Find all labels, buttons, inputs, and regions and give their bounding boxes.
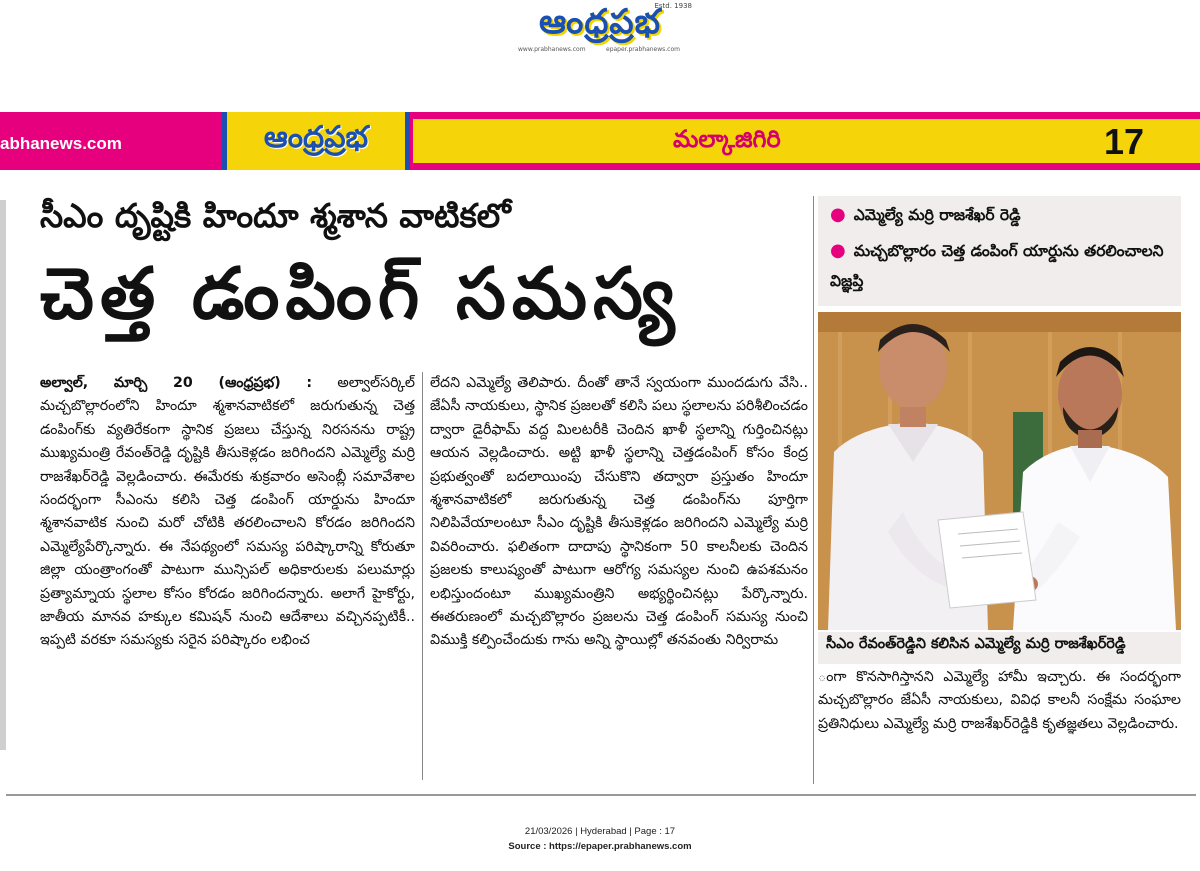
article-column-1 — [40, 372, 415, 782]
news-photo-illustration — [818, 312, 1181, 630]
page-number: 17 — [1104, 121, 1145, 162]
footer-edition-info: 21/03/2026 | Hyderabad | Page : 17 — [524, 826, 676, 837]
headline-kicker: సీఎం దృష్టికి హిందూ శ్మశాన వాటికలో — [40, 196, 511, 235]
page-header-band — [0, 112, 1200, 170]
masthead-established: Estd. 1938 — [654, 2, 692, 10]
masthead-logo — [500, 2, 700, 53]
page-number-box — [1088, 119, 1200, 163]
masthead-url-left: www.prabhanews.com — [518, 46, 586, 53]
article-dateline: అల్వాల్, మార్చి 20 (ఆంధ్రప్రభ) : — [40, 375, 313, 391]
masthead-url-right: epaper.prabhanews.com — [606, 46, 680, 53]
highlight-text: ఎమ్మెల్యే మర్రి రాజశేఖర్ రెడ్డి — [853, 206, 1021, 224]
bullet-icon: ● — [830, 240, 846, 261]
masthead-logo-text: ఆంధ్రప్రభ — [538, 2, 662, 42]
band-logo-text: ఆంధ్రప్రభ — [263, 120, 369, 155]
news-photo — [818, 312, 1181, 630]
headline-main: చెత్త డంపింగ్ సమస్య — [40, 252, 681, 335]
photo-caption-box — [818, 632, 1181, 664]
photo-caption: సీఎం రేవంత్‌రెడ్డిని కలిసిన ఎమ్మెల్యే మర్రి రాజశేఖర్‌రెడ్డి — [826, 636, 1126, 652]
adjacent-column-edge — [0, 200, 6, 750]
column-divider — [422, 372, 423, 780]
footer-source-link[interactable]: Source : https://epaper.prabhanews.com — [508, 841, 692, 852]
band-logo — [222, 112, 410, 170]
highlight-text: మచ్చబొల్లారం చెత్త డంపింగ్ యార్డును తరలించాలని విజ్ఞప్తి — [830, 242, 1164, 290]
highlight-item — [830, 236, 1175, 296]
district-label-box — [413, 119, 1088, 163]
article-column-3 — [818, 666, 1181, 784]
article-column-1-text: అల్వాల్‌సర్కిల్ మచ్చబొల్లారంలోని హిందూ శ్మశానవాటికలో జరుగుతున్న చెత్త డంపింగ్‌కు వ్యతిరేకంగా స్థానిక ప్రజలు చేస్తున్న నిరసనను రాష్ట్ర ముఖ్యమంత్రి రేవంత్‌రెడ్డి దృష్టికి తీసుకెళ్లడం జరిగిందని ఎమ్మెల్యే మర్రి రాజశేఖర్‌రెడ్డి వెల్లడించారు. ఈమేరకు శుక్రవారం అసెంబ్లీ సమావేశాల సందర్భంగా సీఎంను కలిసి చెత్త డంపింగ్ యార్డును హిందూ శ్మశానవాటిక నుంచి మరో చోటికి తరలించాలని కోరడం జరిగిందని ఎమ్మెల్యేపేర్కొన్నారు. ఈ నేపథ్యంలో సమస్య పరిష్కారాన్ని కోరుతూ జిల్లా యంత్రాంగంతో పాటుగా మున్సిపల్ అధికారులకు పలుమార్లు ప్రత్యామ్నాయ స్థలాల కోసం కోరడం జరిగిందన్నారు. అలాగే హైకోర్టు, జాతీయ మానవ హక్కుల కమిషన్ నుంచి ఆదేశాలు వచ్చినప్పటికీ.. ఇప్పటి వరకూ సమస్యకు సరైన పరిష్కారం లభించ — [40, 375, 415, 649]
article-column-2 — [430, 372, 808, 782]
district-name: మల్కాజిగిరి — [673, 125, 781, 153]
site-url: abhanews.com — [0, 134, 122, 153]
highlights-box — [818, 196, 1181, 306]
highlight-item — [830, 200, 1021, 230]
article-column-2-text: లేదని ఎమ్మెల్యే తెలిపారు. దీంతో తానే స్వయంగా ముందడుగు వేసి.. జేఏసీ నాయకులు, స్థానిక ప్రజలతో కలిసి పలు స్థలాలను పరిశీలించడం ద్వారా డైరీఫామ్ వద్ద మిలటరీకి చెందిన ఖాళీ స్థలాన్ని గుర్తించినట్లు ఆయన వెల్లడించారు. అట్టి ఖాళీ స్థలాన్ని చెత్తడంపింగ్ కోసం కేంద్ర ప్రభుత్వంతో బదలాయింపు చేసుకొని తద్వారా ప్రస్తుతం హిందూ శ్మశానవాటికలో జరుగుతున్న చెత్త డంపింగ్‌ను పూర్తిగా నిలిపివేయాలంటూ సీఎం దృష్టికి తీసుకెళ్లడం జరిగిందని ఎమ్మెల్యే మర్రి వివరించారు. ఫలితంగా దాదాపు స్థానికంగా 50 కాలనీలకు చెందిన ప్రజలకు కాలుష్యంతో పాటుగా ఆరోగ్య సమస్యల నుంచి ఉపశమనం లభిస్తుందంటూ ముఖ్యమంత్రిని అభ్యర్థించినట్లు పేర్కొన్నారు. ఈతరుణంలో మచ్చబొల్లారం ప్రజలను చెత్త డంపింగ్ సమస్య నుంచి విముక్తి కల్పించేందుకు గాను అన్ని స్థాయిల్లో తనవంతు నిర్విరామ — [430, 375, 808, 649]
sidebar-divider — [813, 196, 814, 784]
bullet-icon: ● — [830, 204, 846, 225]
footer-divider — [6, 794, 1196, 796]
article-column-3-text: ంగా కొనసాగిస్తానని ఎమ్మెల్యే హామీ ఇచ్చారు. ఈ సందర్భంగా మచ్చబొల్లారం జేఏసీ నాయకులు, వివిధ కాలనీ సంక్షేమ సంఘాల ప్రతినిధులు ఎమ్మెల్యే మర్రి రాజశేఖర్‌రెడ్డికి కృతజ్ఞతలు వెల్లడించారు. — [818, 669, 1181, 732]
